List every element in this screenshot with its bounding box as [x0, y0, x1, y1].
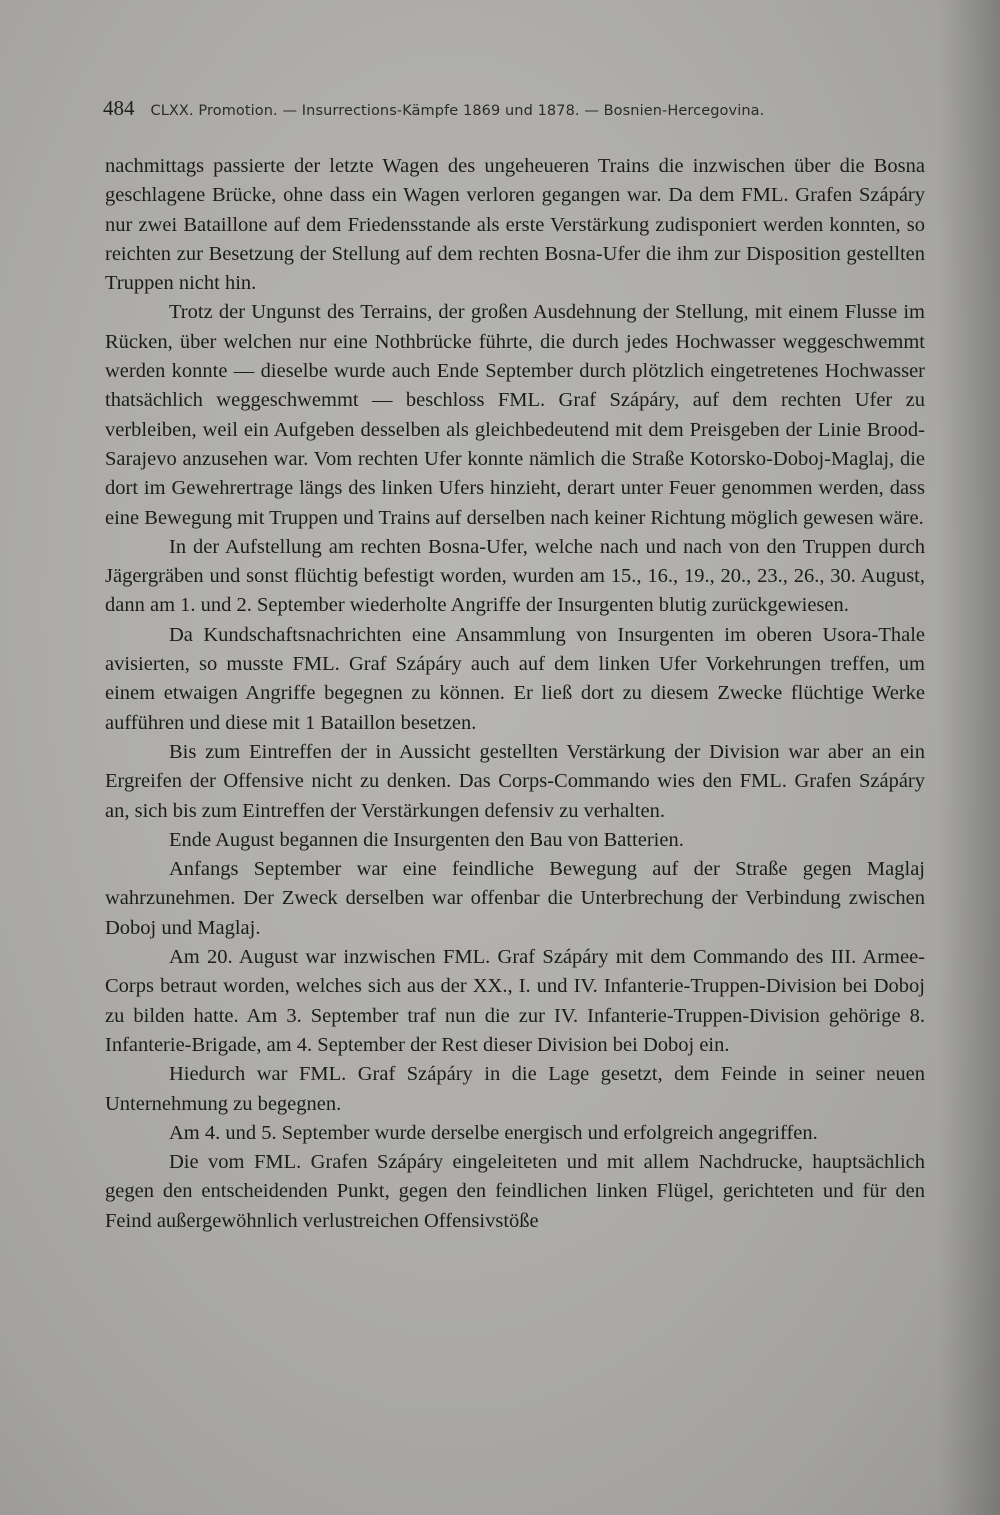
paragraph: Am 20. August war inzwischen FML. Graf Szápáry mit dem Commando des III. Armee-Corps betraut worden, welches sich aus der XX., I. und IV. Infanterie-Truppen-Division bei Doboj zu bilden hatte. Am 3. September traf nun die zur IV. Infanterie-Truppen-Division gehörige 8. Infanterie-Brigade, am 4. September der Rest dieser Division bei Doboj ein. [105, 946, 925, 1056]
paragraph: Die vom FML. Grafen Szápáry eingeleiteten und mit allem Nachdrucke, hauptsächlich gegen den entscheidenden Punkt, gegen den feindlichen linken Flügel, gerichteten und für den Feind außergewöhnlich verlustreichen Offensivstöße [105, 1151, 925, 1232]
paragraph: Anfangs September war eine feindliche Bewegung auf der Straße gegen Maglaj wahrzunehmen. Der Zweck derselben war offenbar die Unterbrechung der Verbindung zwischen Doboj und Maglaj. [105, 858, 925, 939]
paragraph-continued: nachmittags passierte der letzte Wagen des ungeheueren Trains die inzwischen über die Bosna geschlagene Brücke, ohne dass ein Wagen verloren gegangen war. Da dem FML. Grafen Szápáry nur zwei Bataillone auf dem Friedensstande als erste Verstärkung zudisponiert werden konnten, so reichten zur Besetzung der Stellung auf dem rechten Bosna-Ufer die ihm zur Disposition gestellten Truppen nicht hin. [105, 155, 925, 295]
paragraph: Hiedurch war FML. Graf Szápáry in die Lage gesetzt, dem Feinde in seiner neuen Unternehmung zu begegnen. [105, 1063, 925, 1115]
body-text [105, 152, 925, 1236]
paragraph: In der Aufstellung am rechten Bosna-Ufer, welche nach und nach von den Truppen durch Jägergräben und sonst flüchtig befestigt worden, wurden am 15., 16., 19., 20., 23., 26., 30. August, dann am 1. und 2. September wiederholte Angriffe der Insurgenten blutig zurückgewiesen. [105, 535, 925, 617]
running-head: CLXX. Promotion. — Insurrections-Kämpfe 1869 und 1878. — Bosnien-Hercegovina. [150, 103, 765, 119]
page-number: 484 [103, 96, 135, 120]
page-header [103, 96, 923, 121]
paragraph: Bis zum Eintreffen der in Aussicht gestellten Verstärkung der Division war aber an ein Ergreifen der Offensive nicht zu denken. Das Corps-Commando wies den FML. Grafen Szápáry an, sich bis zum Eintreffen der Verstärkungen defensiv zu verhalten. [105, 740, 925, 822]
paragraph: Am 4. und 5. September wurde derselbe energisch und erfolgreich angegriffen. [169, 1121, 818, 1144]
paragraph: Ende August begannen die Insurgenten den Bau von Batterien. [169, 828, 684, 851]
paragraph: Da Kundschaftsnachrichten eine Ansammlung von Insurgenten im oberen Usora-Thale avisierten, so musste FML. Graf Szápáry auch auf dem linken Ufer Vorkehrungen treffen, um einem etwaigen Angriffe begegnen zu können. Er ließ dort zu diesem Zwecke flüchtige Werke aufführen und diese mit 1 Bataillon besetzen. [105, 623, 925, 734]
paragraph: Trotz der Ungunst des Terrains, der großen Ausdehnung der Stellung, mit einem Flusse im Rücken, über welchen nur eine Nothbrücke führte, die durch jedes Hochwasser weggeschwemmt werden konnte — dieselbe wurde auch Ende September durch plötzlich eingetretenes Hochwasser thatsächlich weggeschwemmt — beschloss FML. Graf Szápáry, auf dem rechten Ufer zu verbleiben, weil ein Aufgeben desselben als gleichbedeutend mit dem Preisgeben der Linie Brood-Sarajevo anzusehen war. Vom rechten Ufer konnte nämlich die Straße Kotorsko-Doboj-Maglaj, die dort im Gewehrertrage längs des linken Ufers hinzieht, derart unter Feuer genommen werden, dass eine Bewegung mit Truppen und Trains auf derselben nach keiner Richtung möglich gewesen wäre. [105, 301, 925, 529]
